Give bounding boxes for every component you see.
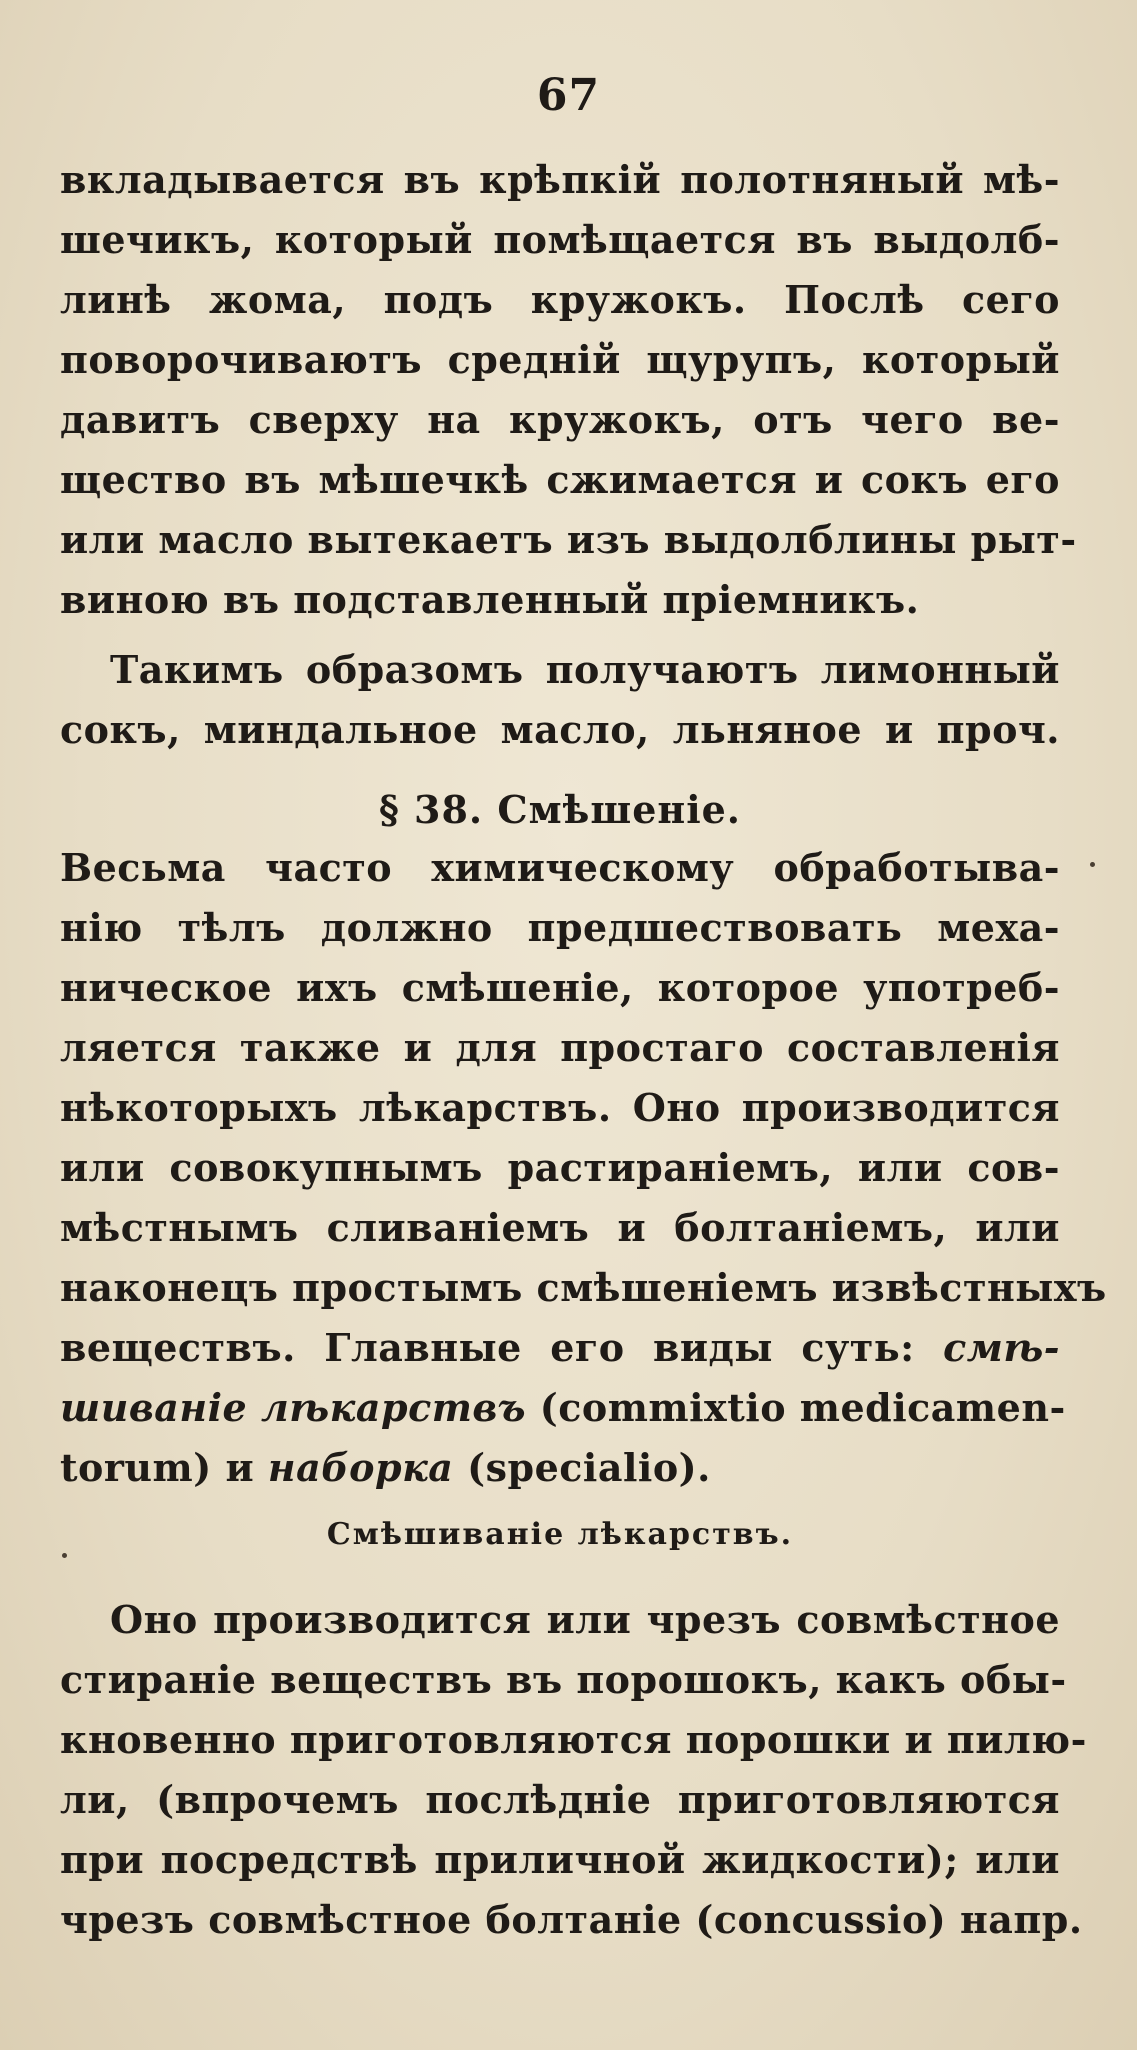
text-line: кновенно приготовляются порошки и пилю- xyxy=(60,1717,1087,1762)
text-line: Весьма часто химическому обработыва- xyxy=(60,845,1060,890)
text-line: ляется также и для простаго составленія xyxy=(60,1025,1060,1070)
italic-term: смѣ- xyxy=(943,1325,1060,1370)
text-run: веществъ. Главные его виды суть: xyxy=(60,1325,944,1370)
text-line: Оно производится или чрезъ совмѣстное xyxy=(110,1597,1060,1642)
subheading: Смѣшиваніе лѣкарствъ. xyxy=(326,1517,794,1552)
ink-speck xyxy=(62,1553,67,1558)
text-line: линѣ жома, подъ кружокъ. Послѣ сего xyxy=(60,277,1060,322)
paragraph-1 xyxy=(60,150,1077,630)
text-line: щество въ мѣшечкѣ сжимается и сокъ его xyxy=(60,457,1060,502)
text-line: поворочиваютъ средній щурупъ, который xyxy=(60,337,1060,382)
paragraph-3 xyxy=(60,838,1107,1498)
text-line: наконецъ простымъ смѣшеніемъ извѣстныхъ xyxy=(60,1265,1107,1310)
text-line: шечикъ, который помѣщается въ выдолб- xyxy=(60,217,1060,262)
paragraph-2 xyxy=(60,640,1060,760)
text-line xyxy=(60,1378,1066,1438)
text-line: давитъ сверху на кружокъ, отъ чего ве- xyxy=(60,397,1060,442)
paragraph-4 xyxy=(60,1590,1087,1950)
text-run: (commixtio medicamen- xyxy=(526,1385,1066,1430)
text-line: ническое ихъ смѣшеніе, которое употреб- xyxy=(60,965,1060,1010)
text-line: виною въ подставленный пріемникъ. xyxy=(60,577,920,622)
text-line: при посредствѣ приличной жидкости); или xyxy=(60,1837,1060,1882)
text-line xyxy=(60,1438,1060,1498)
text-run: torum) и xyxy=(60,1445,268,1490)
section-heading: § 38. Смѣшеніе. xyxy=(378,787,742,832)
page-number: 67 xyxy=(536,70,601,121)
text-line: ли, (впрочемъ послѣдніе приготовляются xyxy=(60,1777,1060,1822)
italic-term: шиваніе лѣкарствъ xyxy=(60,1385,527,1430)
text-run: (specialio). xyxy=(453,1445,711,1490)
text-line: или совокупнымъ растираніемъ, или сов- xyxy=(60,1145,1060,1190)
text-line: Такимъ образомъ получаютъ лимонный xyxy=(110,647,1060,692)
italic-term: наборка xyxy=(267,1445,454,1490)
text-line: вкладывается въ крѣпкій полотняный мѣ- xyxy=(60,157,1060,202)
text-line: или масло вытекаетъ изъ выдолблины рыт- xyxy=(60,517,1077,562)
text-line: мѣстнымъ сливаніемъ и болтаніемъ, или xyxy=(60,1205,1060,1250)
text-line: нѣкоторыхъ лѣкарствъ. Оно производится xyxy=(60,1085,1060,1130)
text-line: нію тѣлъ должно предшествовать меха- xyxy=(60,905,1060,950)
section-heading-block xyxy=(60,780,1060,840)
text-line: сокъ, миндальное масло, льняное и проч. xyxy=(60,707,1060,752)
ink-speck xyxy=(1090,862,1095,867)
text-line xyxy=(60,1318,1060,1378)
text-line: чрезъ совмѣстное болтаніе (concussio) напр. xyxy=(60,1897,1083,1942)
subheading-block xyxy=(60,1505,1060,1565)
text-line: стираніе веществъ въ порошокъ, какъ обы- xyxy=(60,1657,1067,1702)
